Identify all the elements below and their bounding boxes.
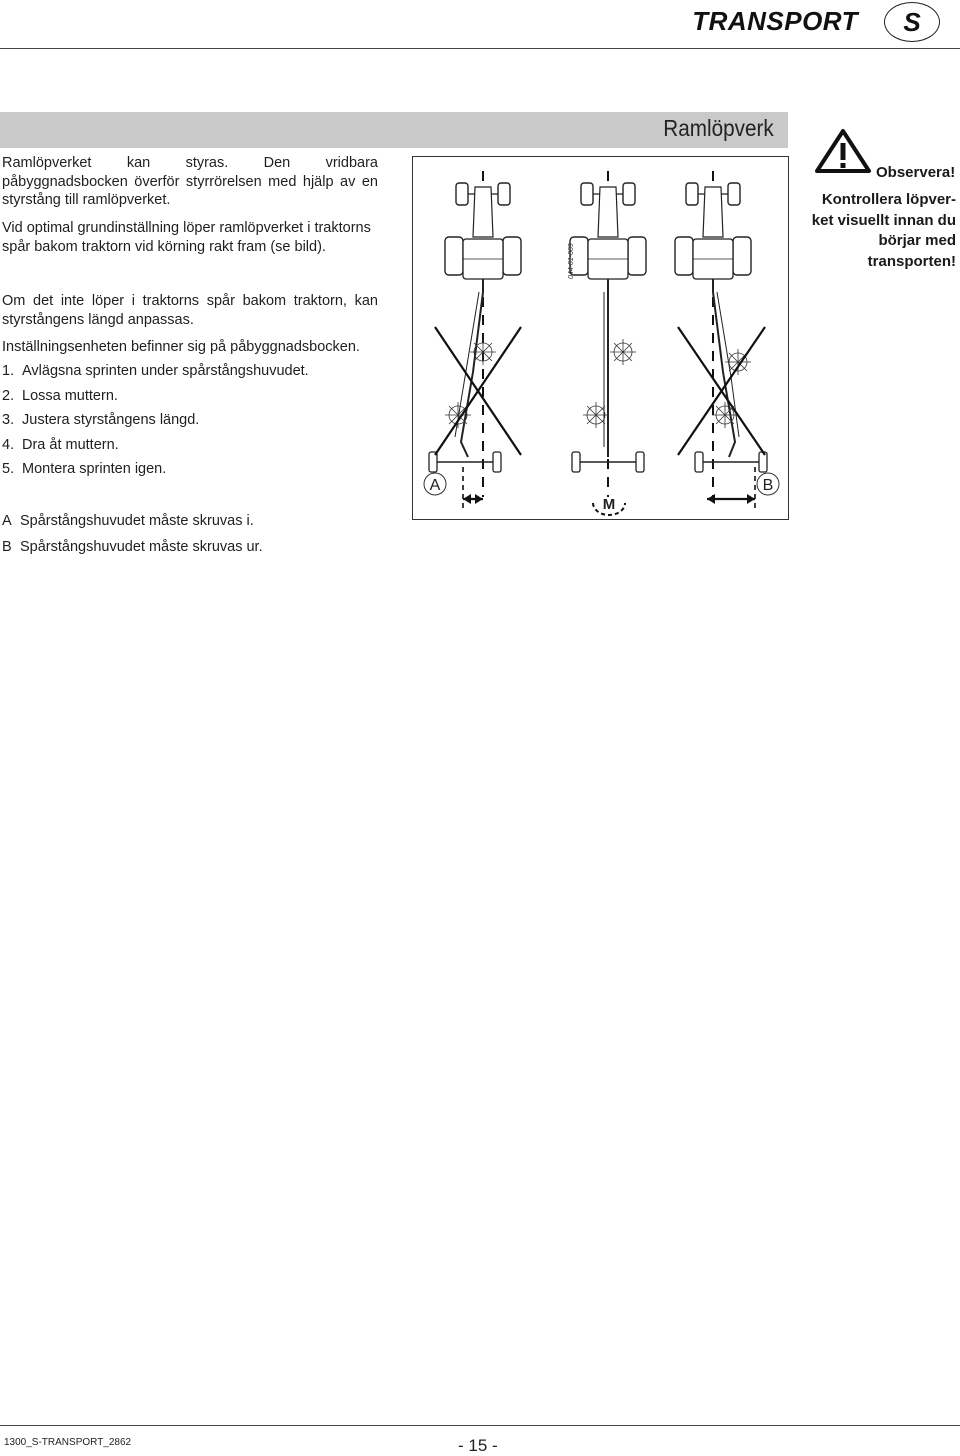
step-item: 4. Dra åt muttern. (2, 436, 119, 453)
intro-paragraph-3: Om det inte löper i traktorns spår bakom traktorn, kan styrstångens längd anpassas. (2, 293, 378, 328)
figure-code: 044-01-009 (568, 243, 575, 279)
header-divider (0, 48, 960, 49)
page-number: - 15 - (458, 1436, 498, 1455)
step-item: 2. Lossa muttern. (2, 387, 118, 404)
middle-configuration (570, 171, 646, 515)
tracking-diagram (412, 156, 789, 520)
section-heading-bar (0, 112, 788, 148)
document-code: 1300_S-TRANSPORT_2862 (4, 1437, 132, 1448)
step-item: 5. Montera sprinten igen. (2, 461, 167, 478)
warning-triangle-icon (814, 128, 872, 179)
page-header-title: TRANSPORT (692, 6, 858, 36)
figure-legend (2, 508, 382, 560)
legend-item-b: B Spårstångshuvudet måste skruvas ur. (2, 539, 263, 555)
intro-paragraph-2: Vid optimal grundinställning löper ramlöpverket i traktorns spår bakom traktorn vid körning rakt fram (se bild). (2, 220, 371, 255)
language-badge: S (884, 2, 940, 42)
label-m: M (602, 496, 616, 513)
note-title: Observera! (876, 164, 956, 181)
footer-divider (0, 1425, 960, 1426)
label-a: A (429, 477, 441, 494)
left-configuration (424, 171, 521, 509)
intro-paragraph-1: Ramlöpverket kan styras. Den vridbara påbyggnadsbocken överför styrrörelsen med hjälp av en styrstång till ramlöpverket. (2, 155, 378, 209)
instruction-steps (2, 359, 378, 482)
intro-paragraph-4: Inställningsenheten befinner sig på påbyggnadsbocken. (2, 339, 360, 355)
tracking-diagram-drawing (413, 157, 788, 519)
label-b: B (762, 477, 774, 494)
note-text: Kontrollera löpver-ket visuellt innan du börjar med transporten! (811, 191, 956, 270)
step-item: 3. Justera styrstångens längd. (2, 412, 200, 429)
step-item: 1. Avlägsna sprinten under spårstångshuvudet. (2, 363, 309, 379)
section-title: Ramlöpverk (663, 115, 774, 141)
legend-item-a: A Spårstångshuvudet måste skruvas i. (2, 513, 254, 529)
right-configuration (675, 171, 779, 509)
